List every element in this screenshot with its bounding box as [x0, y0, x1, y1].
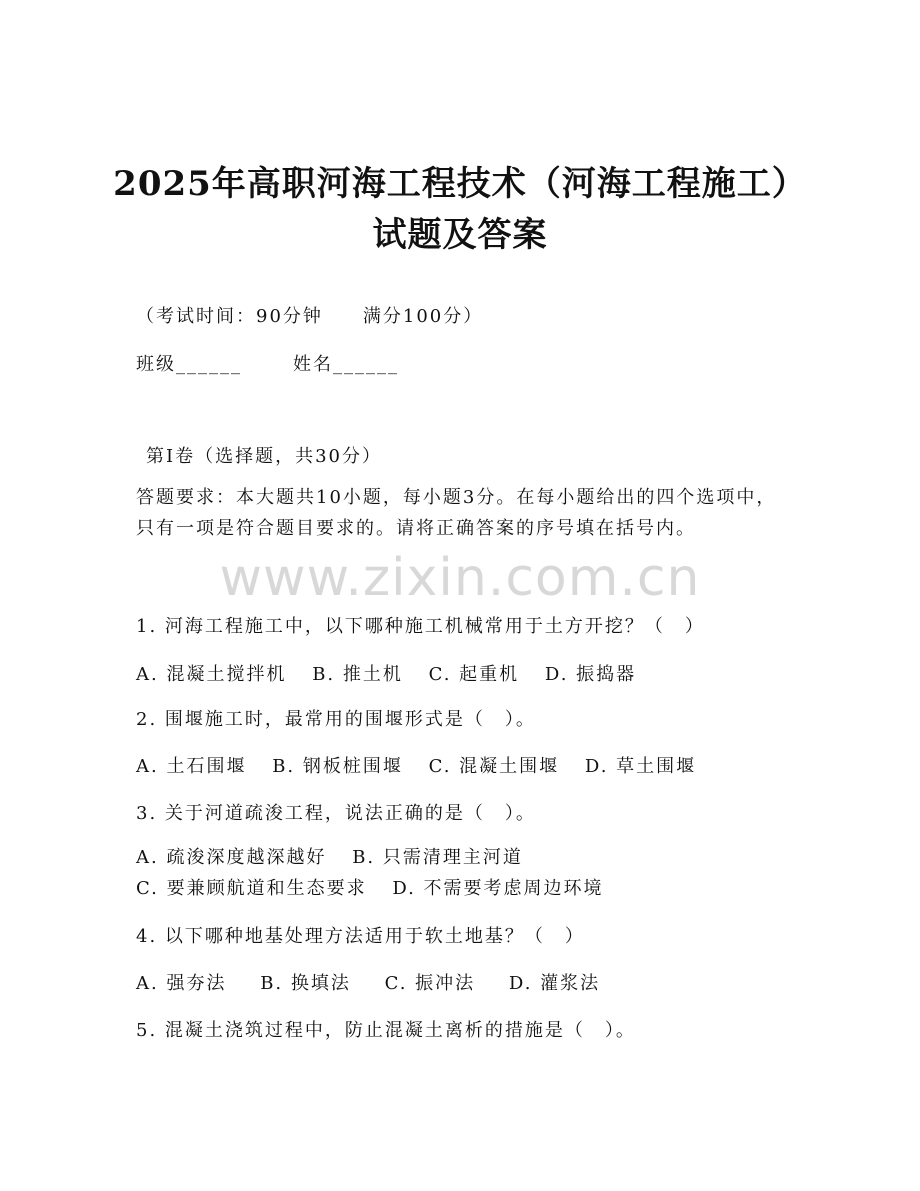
name-field: 姓名______	[293, 354, 399, 375]
question-2-option-d: D. 草土围堰	[584, 756, 697, 777]
question-4-options	[136, 969, 618, 995]
question-1-stem: 1. 河海工程施工中，以下哪种施工机械常用于土方开挖？（ ）	[136, 616, 705, 637]
question-1-option-d: D. 振捣器	[544, 664, 637, 685]
question-2-option-b: B. 钢板桩围堰	[272, 756, 403, 777]
question-2-options	[136, 752, 714, 778]
class-field: 班级______	[136, 354, 242, 375]
instructions: 答题要求：本大题共10小题，每小题3分。在每小题给出的四个选项中，只有一项是符合题目要求的。请将正确答案的序号填在括号内。	[136, 487, 777, 539]
question-3-stem: 3. 关于河道疏浚工程，说法正确的是（ ）。	[136, 803, 536, 824]
question-1-option-a: A. 混凝土搅拌机	[136, 664, 287, 685]
question-4-option-d: D. 灌浆法	[508, 973, 601, 994]
question-3-option-b: B. 只需清理主河道	[352, 847, 523, 868]
document-title-line-2: 试题及答案	[372, 215, 548, 255]
question-3-option-c: C. 要兼顾航道和生态要求	[136, 878, 367, 899]
question-1-option-c: C. 起重机	[428, 664, 520, 685]
question-4-option-b: B. 换填法	[260, 973, 351, 994]
question-4-stem: 4. 以下哪种地基处理方法适用于软土地基？（ ）	[136, 926, 585, 947]
question-2-stem: 2. 围堰施工时，最常用的围堰形式是（ ）。	[136, 709, 536, 730]
question-2-option-a: A. 土石围堰	[136, 756, 247, 777]
section-heading: 第Ⅰ卷（选择题，共30分）	[146, 446, 383, 467]
question-5-stem: 5. 混凝土浇筑过程中，防止混凝土离析的措施是（ ）。	[136, 1020, 636, 1041]
question-3-option-d: D. 不需要考虑周边环境	[392, 878, 604, 899]
question-1-options	[136, 660, 654, 686]
exam-info: （考试时间：90分钟 满分100分）	[136, 306, 484, 327]
question-4-option-a: A. 强夯法	[136, 973, 227, 994]
question-4-option-c: C. 振冲法	[384, 973, 476, 994]
question-3-options	[136, 842, 786, 904]
question-2-option-c: C. 混凝土围堰	[428, 756, 560, 777]
question-1-option-b: B. 推土机	[312, 664, 403, 685]
document-title-line-1: 2025年高职河海工程技术（河海工程施工）	[113, 164, 807, 204]
watermark: www.zixin.com.cn	[219, 548, 701, 608]
question-3-option-a: A. 疏浚深度越深越好	[136, 847, 327, 868]
